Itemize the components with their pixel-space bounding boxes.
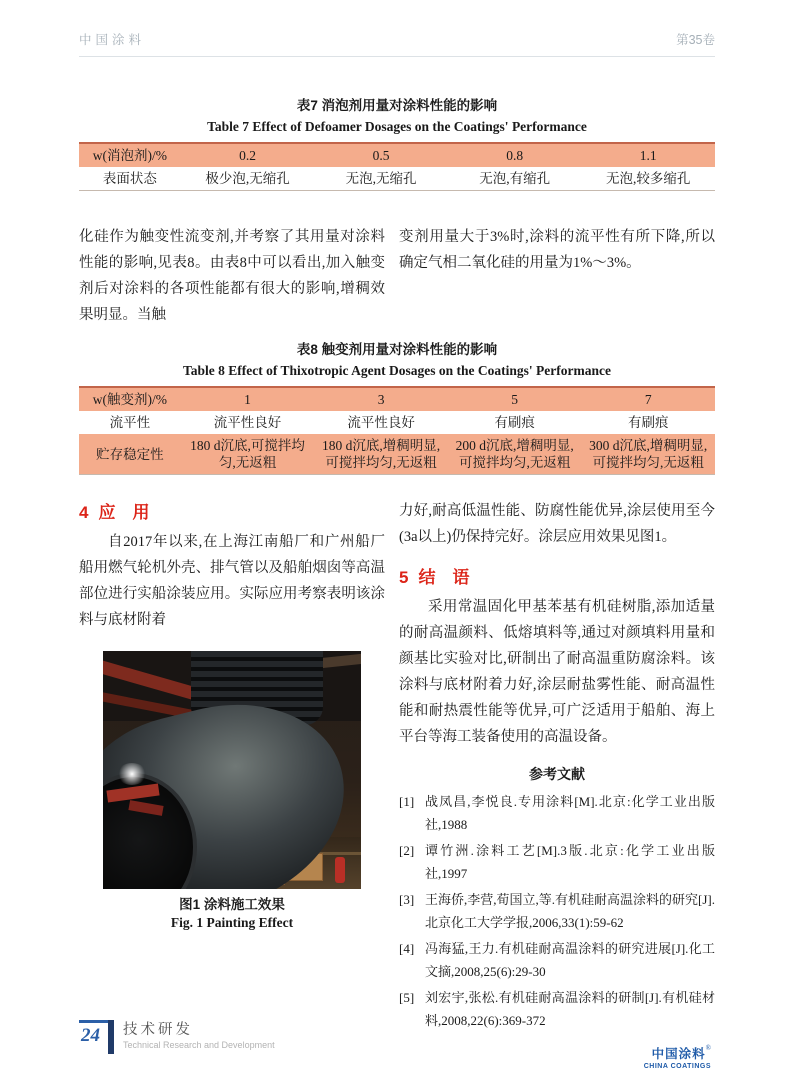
section4-number: 4 xyxy=(79,503,89,522)
volume-number: 第35卷 xyxy=(676,33,715,47)
right-column xyxy=(399,498,715,1070)
section4-title: 应 用 xyxy=(98,503,150,522)
table7-cell: 无泡,无缩孔 xyxy=(345,171,417,186)
table7-cell: 表面状态 xyxy=(102,171,157,186)
page-footer xyxy=(79,1020,715,1054)
table7-header-cell: 0.8 xyxy=(448,143,582,167)
reference-text: 战凤昌,李悦良.专用涂料[M].北京:化学工业出版社,1988 xyxy=(425,794,715,832)
photo-light-flare xyxy=(117,763,147,785)
table7-header-cell: 0.2 xyxy=(181,143,315,167)
reference-text: 谭竹洲.涂料工艺[M].3版.北京:化学工业出版社,1997 xyxy=(425,843,715,881)
figure1-caption-en: Fig. 1 Painting Effect xyxy=(170,915,294,930)
table7-header-row xyxy=(79,143,715,167)
reference-number: [1] xyxy=(399,794,415,809)
footer-divider-bar xyxy=(108,1020,114,1054)
table8-header-cell: 5 xyxy=(448,387,582,411)
table8-cell: 180 d沉底,增稠明显,可搅拌均匀,无返粗 xyxy=(314,434,448,475)
figure1-photo xyxy=(103,651,361,889)
table7-header-cell: 1.1 xyxy=(581,143,715,167)
reference-item xyxy=(399,839,715,885)
table7-cell: 无泡,有缩孔 xyxy=(479,171,551,186)
paragraph: 变剂用量大于3%时,涂料的流平性有所下降,所以确定气相二氧化硅的用量为1%～3%。 xyxy=(399,229,715,271)
reference-item xyxy=(399,937,715,983)
reference-number: [2] xyxy=(399,843,415,858)
table8-title-cn: 表8 触变剂用量对涂料性能的影响 xyxy=(296,342,498,357)
section4-continuation: 力好,耐高低温性能、防腐性能优异,涂层使用至今(3a以上)仍保持完好。涂层应用效果见图1。 xyxy=(399,503,715,545)
table8-title-en: Table 8 Effect of Thixotropic Agent Dosages on the Coatings' Performance xyxy=(183,363,611,378)
paragraph: 化硅作为触变性流变剂,并考察了其用量对涂料性能的影响,见表8。由表8中可以看出,加入触变剂后对涂料的各项性能都有很大的影响,增稠效果明显。当触 xyxy=(79,229,385,323)
footer-section-en: Technical Research and Development xyxy=(123,1040,275,1050)
figure1 xyxy=(103,651,361,932)
table8-cell: 有刷痕 xyxy=(627,415,669,430)
section5-heading xyxy=(399,563,715,588)
reference-number: [3] xyxy=(399,892,415,907)
table8-cell: 300 d沉底,增稠明显,可搅拌均匀,无返粗 xyxy=(581,434,715,475)
table7-row xyxy=(79,167,715,191)
running-head xyxy=(79,30,715,57)
table8-header-cell: 3 xyxy=(314,387,448,411)
section5-title: 结 语 xyxy=(418,568,470,587)
table7-block xyxy=(79,94,715,191)
table8-row xyxy=(79,434,715,475)
table8-cell: 流平性 xyxy=(109,415,151,430)
reference-item xyxy=(399,790,715,836)
reference-number: [5] xyxy=(399,990,415,1005)
figure1-caption xyxy=(103,896,361,932)
photo-fire-extinguisher xyxy=(335,857,345,883)
table8-header-cell: 1 xyxy=(181,387,315,411)
table7 xyxy=(79,142,715,191)
registered-mark-icon: ® xyxy=(705,1044,711,1052)
logo-name-en: CHINA COATINGS xyxy=(643,1063,711,1070)
table7-header-cell: 0.5 xyxy=(314,143,448,167)
table7-header-cell: w(消泡剂)/% xyxy=(79,143,181,167)
table8-block xyxy=(79,338,715,475)
section4-paragraph: 自2017年以来,在上海江南船厂和广州船厂船用燃气轮机外壳、排气管以及船舶烟囱等高温部位进行实船涂装应用。实际应用考察表明该涂料与底材附着 xyxy=(79,534,385,628)
table8-cell: 有刷痕 xyxy=(494,415,535,430)
table8 xyxy=(79,386,715,475)
section4-heading xyxy=(79,498,385,523)
journal-name: 中国涂料 xyxy=(79,33,146,47)
table8-header-cell: 7 xyxy=(581,387,715,411)
reference-text: 王海侨,李营,荀国立,等.有机硅耐高温涂料的研究[J].北京化工大学学报,2006,33(1):59-62 xyxy=(425,892,715,930)
section5-paragraph: 采用常温固化甲基苯基有机硅树脂,添加适量的耐高温颜料、低熔填料等,通过对颜填料用量和颜基比实验对比,研制出了耐高温重防腐涂料。该涂料与底材附着力好,涂层耐盐雾性能、耐高温性能和耐热震性能等优异,可广泛适用于船舶、海上平台等海工装备使用的高温设备。 xyxy=(399,599,715,745)
table8-row xyxy=(79,411,715,434)
references-heading: 参考文献 xyxy=(529,766,585,782)
table8-cell: 流平性良好 xyxy=(213,415,282,430)
section5-number: 5 xyxy=(399,568,409,587)
table8-cell: 流平性良好 xyxy=(347,415,415,430)
table7-cell: 无泡,较多缩孔 xyxy=(606,171,691,186)
figure1-caption-cn: 图1 涂料施工效果 xyxy=(179,897,285,912)
table8-header-cell: w(触变剂)/% xyxy=(79,387,181,411)
main-columns xyxy=(79,498,715,1070)
table7-title-cn: 表7 消泡剂用量对涂料性能的影响 xyxy=(296,98,498,113)
reference-number: [4] xyxy=(399,941,415,956)
reference-text: 刘宏宇,张松.有机硅耐高温涂料的研制[J].有机硅材料,2008,22(6):369-372 xyxy=(425,990,715,1028)
table7-cell: 极少泡,无缩孔 xyxy=(205,171,290,186)
footer-section xyxy=(123,1020,275,1051)
table8-cell: 200 d沉底,增稠明显,可搅拌均匀,无返粗 xyxy=(448,434,582,475)
left-column xyxy=(79,498,385,1070)
table8-cell: 贮存稳定性 xyxy=(79,434,181,475)
page-number: 24 xyxy=(79,1020,108,1050)
bridge-paragraphs xyxy=(79,224,715,328)
footer-section-cn: 技术研发 xyxy=(123,1022,193,1038)
table8-cell: 180 d沉底,可搅拌均匀,无返粗 xyxy=(181,434,315,475)
table8-header-row xyxy=(79,387,715,411)
reference-text: 冯海猛,王力.有机硅耐高温涂料的研究进展[J].化工文摘,2008,25(6):29-30 xyxy=(425,941,715,979)
reference-item xyxy=(399,888,715,934)
logo-name-cn: 中国涂料 xyxy=(651,1047,706,1061)
table7-title-en: Table 7 Effect of Defoamer Dosages on the Coatings' Performance xyxy=(207,119,587,134)
